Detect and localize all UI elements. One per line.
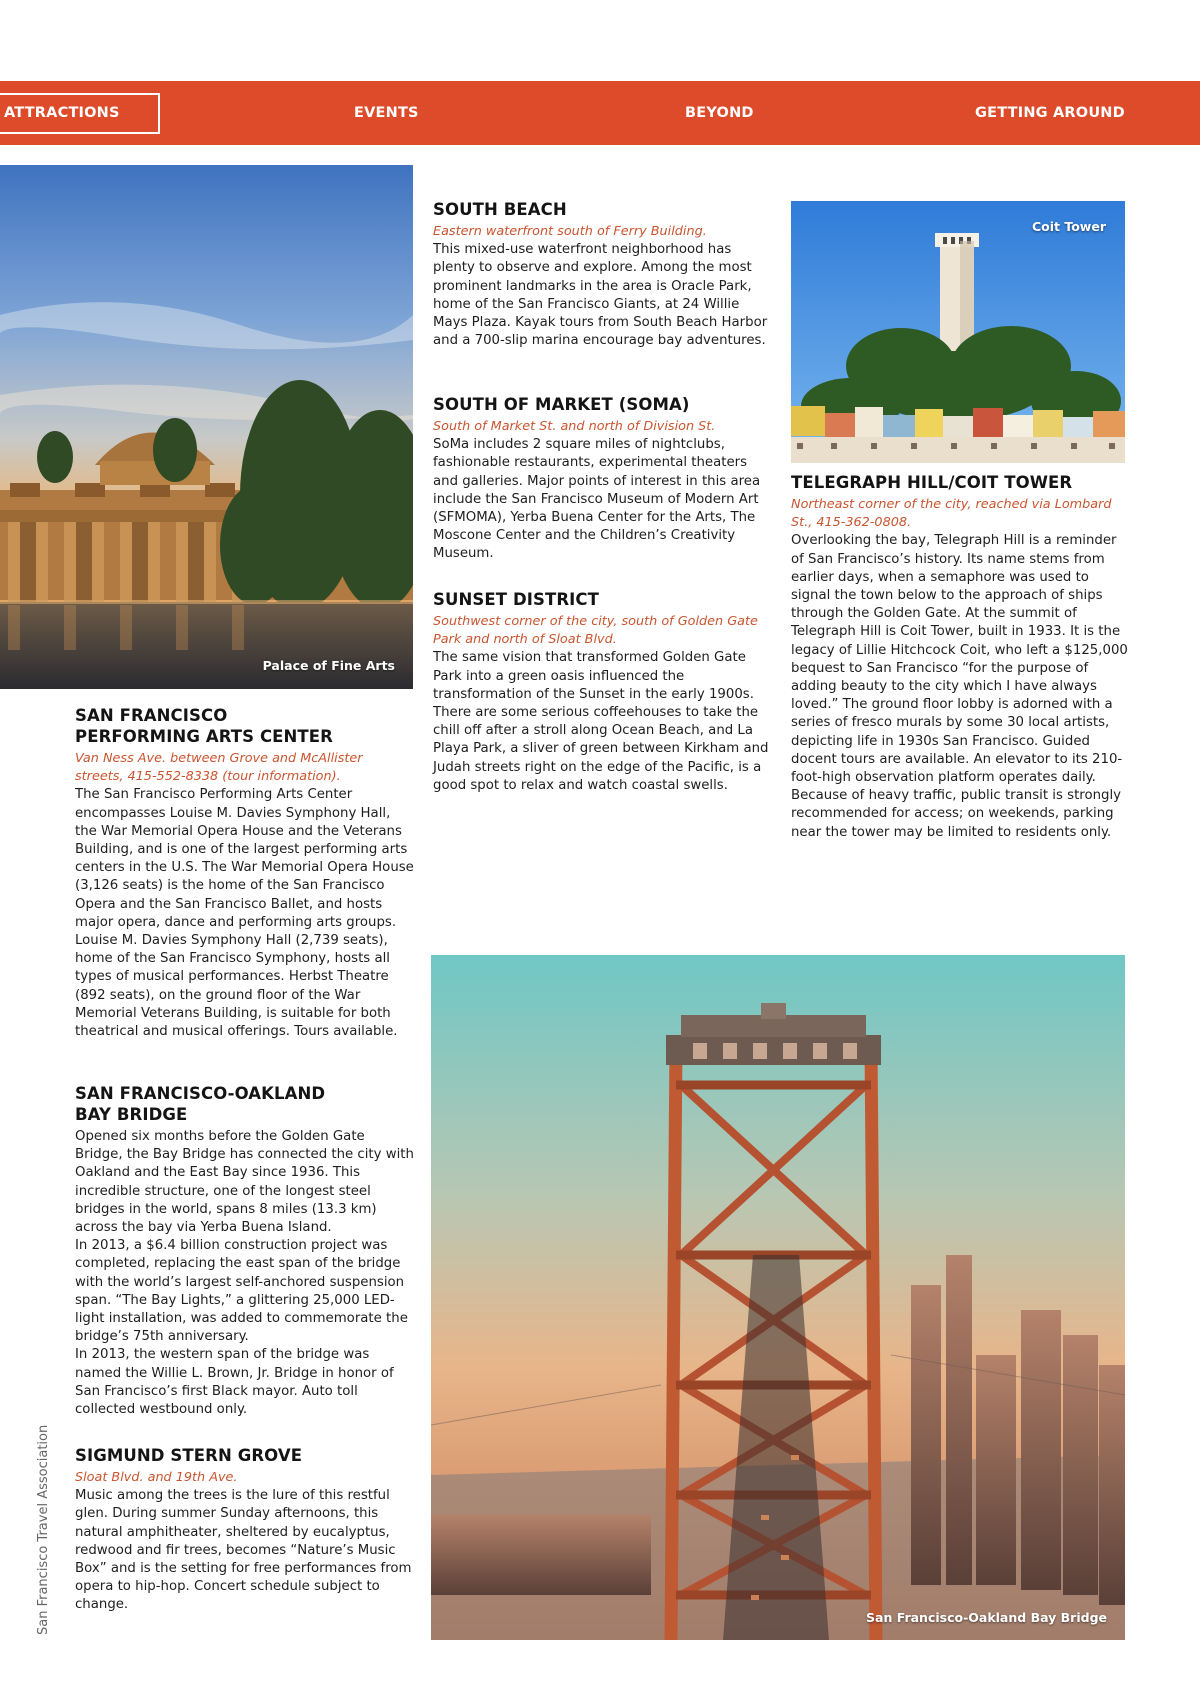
article-title: TELEGRAPH HILL/COIT TOWER xyxy=(791,473,1073,492)
article-title: SUNSET DISTRICT xyxy=(433,590,599,609)
article-bay-bridge xyxy=(75,1083,415,1419)
article-body: The San Francisco Performing Arts Center encompasses Louise M. Davies Symphony Hall, the War Memorial Opera House and the Veterans Building, and is one of the largest performing arts centers in the U.S. The War Memorial Opera House (3,126 seats) is the home of the San Francisco Opera and the San Francisco Ballet, and hosts major opera, dance and performing arts groups. Louise M. Davies Symphony Hall (2,739 seats), home of the San Francisco Symphony, hosts all types of musical performances. Herbst Theatre (892 seats), on the ground floor of the War Memorial Veterans Building, is suitable for both theatrical and musical offerings. Tours available. xyxy=(75,787,414,1040)
nav-tab-events[interactable]: EVENTS xyxy=(354,105,419,121)
article-telegraph-hill xyxy=(791,472,1131,842)
article-sunset-district xyxy=(433,589,773,795)
article-address: Northeast corner of the city, reached via Lombard St., 415-362-0808. xyxy=(791,497,1112,531)
title-line-1: SAN FRANCISCO-OAKLAND xyxy=(75,1084,326,1103)
article-title: SOUTH OF MARKET (SOMA) xyxy=(433,395,690,414)
article-address: Eastern waterfront south of Ferry Building. xyxy=(433,224,707,239)
bay-bridge-photo xyxy=(431,955,1125,1640)
nav-tab-beyond[interactable]: BEYOND xyxy=(685,105,754,121)
article-address: Van Ness Ave. between Grove and McAllister streets, 415-552-8338 (tour information). xyxy=(75,751,363,785)
article-title: SOUTH BEACH xyxy=(433,200,567,219)
article-stern-grove xyxy=(75,1445,415,1615)
title-line-2: PERFORMING ARTS CENTER xyxy=(75,727,333,746)
bridge-caption: San Francisco-Oakland Bay Bridge xyxy=(866,1610,1107,1625)
article-body-p2: In 2013, a $6.4 billion construction project was completed, replacing the east span of the bridge with the world’s largest self-anchored suspension span. “The Bay Lights,” a glittering 25,000 LED-light installation, was added to commemorate the bridge’s 75th anniversary. xyxy=(75,1238,408,1345)
article-title: SIGMUND STERN GROVE xyxy=(75,1446,303,1465)
article-title xyxy=(75,705,415,747)
article-body: Music among the trees is the lure of this restful glen. During summer Sunday afternoons, this natural amphitheater, sheltered by eucalyptus, redwood and fir trees, becomes “Nature’s Music Box” and is the setting for free performances from opera to hip-hop. Concert schedule subject to change. xyxy=(75,1488,412,1613)
article-address: South of Market St. and north of Division St. xyxy=(433,419,716,434)
coit-tower-photo xyxy=(791,201,1125,463)
bay-bridge-illustration xyxy=(431,955,1125,1640)
article-performing-arts-center xyxy=(75,705,415,1041)
nav-tab-attractions[interactable]: ATTRACTIONS xyxy=(0,93,160,134)
article-body: The same vision that transformed Golden Gate Park into a green oasis influenced the transformation of the Sunset in the early 1900s. There are some serious coffeehouses to take the chill off after a stroll along Ocean Beach, and La Playa Park, a sliver of green between Kirkham and Judah streets right on the edge of the Pacific, is a good spot to relax and watch coastal swells. xyxy=(433,650,769,793)
article-south-beach xyxy=(433,199,773,350)
article-body: This mixed-use waterfront neighborhood has plenty to observe and explore. Among the most prominent landmarks in the area is Oracle Park, home of the San Francisco Giants, at 24 Willie Mays Plaza. Kayak tours from South Beach Harbor and a 700-slip marina encourage bay adventures. xyxy=(433,242,768,349)
palace-illustration xyxy=(0,165,413,689)
article-title xyxy=(75,1083,415,1125)
article-body: Overlooking the bay, Telegraph Hill is a reminder of San Francisco’s history. Its name stems from earlier days, when a semaphore was used to signal the town below to the approach of ships through the Golden Gate. At the summit of Telegraph Hill is Coit Tower, built in 1933. It is the legacy of Lillie Hitchcock Coit, who left a $125,000 bequest to San Francisco “for the purpose of adding beauty to the city which I have always loved.” The ground floor lobby is adorned with a series of fresco murals by some 30 local artists, depicting life in 1930s San Francisco. Guided docent tours are available. An elevator to its 210-foot-high observation platform operates daily. Because of heavy traffic, public transit is strongly recommended for access; on weekends, parking near the tower may be limited to residents only. xyxy=(791,533,1128,840)
photo-credit-vertical: San Francisco Travel Association xyxy=(36,1424,51,1635)
palace-of-fine-arts-photo xyxy=(0,165,413,689)
article-address: Sloat Blvd. and 19th Ave. xyxy=(75,1470,238,1485)
article-body: SoMa includes 2 square miles of nightclubs, fashionable restaurants, experimental theaters and galleries. Major points of interest in this area include the San Francisco Museum of Modern Art (SFMOMA), Yerba Buena Center for the Arts, The Moscone Center and the Children’s Creativity Museum. xyxy=(433,437,761,562)
title-line-2: BAY BRIDGE xyxy=(75,1105,188,1124)
coit-tower-illustration xyxy=(791,201,1125,463)
title-line-1: SAN FRANCISCO xyxy=(75,706,228,725)
palace-caption: Palace of Fine Arts xyxy=(262,658,395,673)
article-soma xyxy=(433,394,773,564)
coit-caption: Coit Tower xyxy=(1031,219,1106,234)
article-address: Southwest corner of the city, south of Golden Gate Park and north of Sloat Blvd. xyxy=(433,614,758,648)
article-body-p1: Opened six months before the Golden Gate Bridge, the Bay Bridge has connected the city with Oakland and the East Bay since 1936. This incredible structure, one of the longest steel bridges in the world, spans 8 miles (13.3 km) across the bay via Yerba Buena Island. xyxy=(75,1129,414,1236)
nav-tab-getting-around[interactable]: GETTING AROUND xyxy=(975,105,1125,121)
article-body-p3: In 2013, the western span of the bridge was named the Willie L. Brown, Jr. Bridge in honor of San Francisco’s first Black mayor. Auto toll collected westbound only. xyxy=(75,1347,394,1418)
section-nav-bar xyxy=(0,81,1200,145)
